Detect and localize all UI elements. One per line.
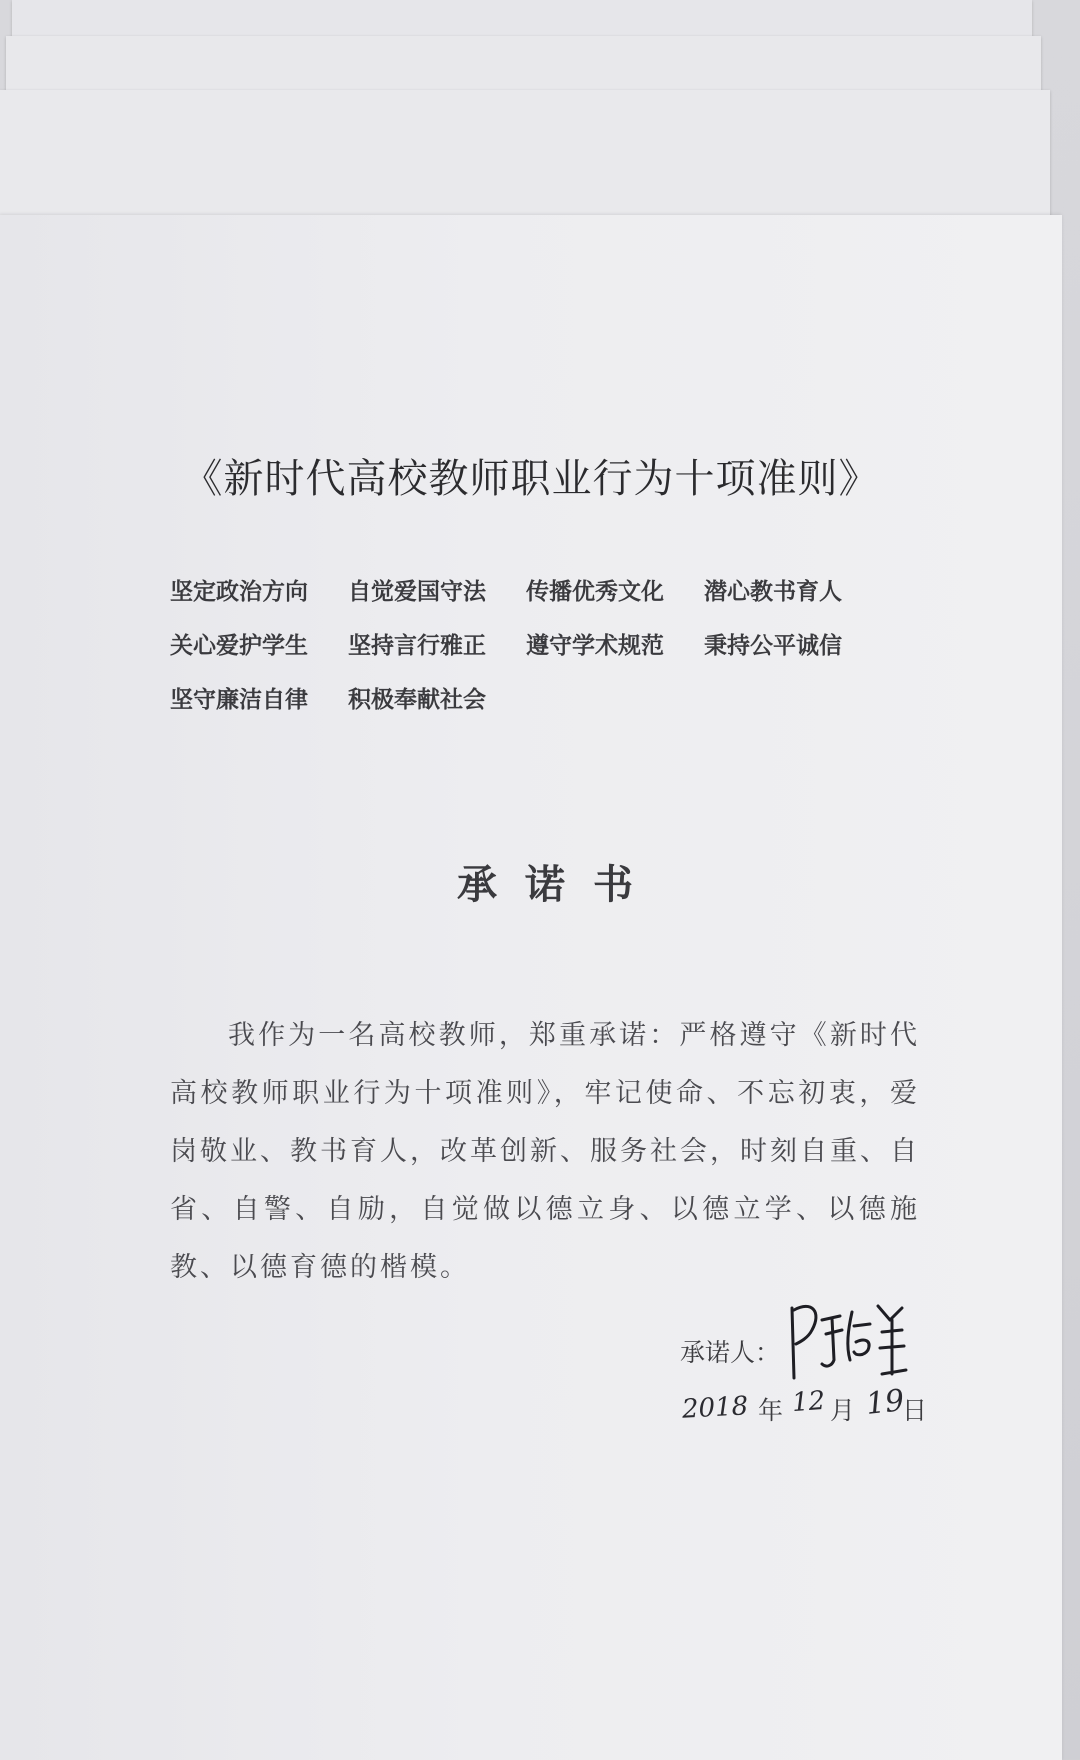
- principle-item: 潜心教书育人: [704, 579, 842, 605]
- date-month: 12: [790, 1385, 827, 1419]
- signature-date: [680, 1383, 940, 1443]
- principles-grid: [170, 575, 910, 717]
- principle-item: 遵守学术规范: [526, 633, 664, 659]
- principle-item: 积极奉献社会: [348, 687, 486, 713]
- date-day: 19: [864, 1383, 906, 1422]
- signer-label: 承诺人：: [680, 1338, 781, 1367]
- principle-item: 秉持公平诚信: [704, 633, 842, 659]
- document-title: 《新时代高校教师职业行为十项准则》: [182, 456, 880, 502]
- date-year: 2018: [681, 1391, 749, 1425]
- principle-item: 关心爱护学生: [170, 633, 308, 659]
- handwritten-signature: [782, 1290, 912, 1390]
- date-day-char: 日: [902, 1396, 928, 1425]
- principle-item: 坚守廉洁自律: [170, 687, 308, 713]
- pledge-heading: 承诺书: [457, 861, 661, 908]
- principle-item: 自觉爱国守法: [348, 579, 486, 605]
- date-month-char: 月: [830, 1396, 856, 1425]
- date-year-char: 年: [758, 1396, 784, 1425]
- document-page: [0, 215, 1062, 1760]
- principle-item: 传播优秀文化: [526, 579, 664, 605]
- principle-item: 坚持言行雅正: [348, 633, 486, 659]
- pledge-body: 我作为一名高校教师，郑重承诺：严格遵守《新时代高校教师职业行为十项准则》，牢记使命、不忘初衷，爱岗敬业、教书育人，改革创新、服务社会，时刻自重、自省、自警、自励，自觉做以德立身、以德立学、以德施教、以德育德的楷模。: [170, 1020, 920, 1283]
- principle-item: 坚定政治方向: [170, 579, 308, 605]
